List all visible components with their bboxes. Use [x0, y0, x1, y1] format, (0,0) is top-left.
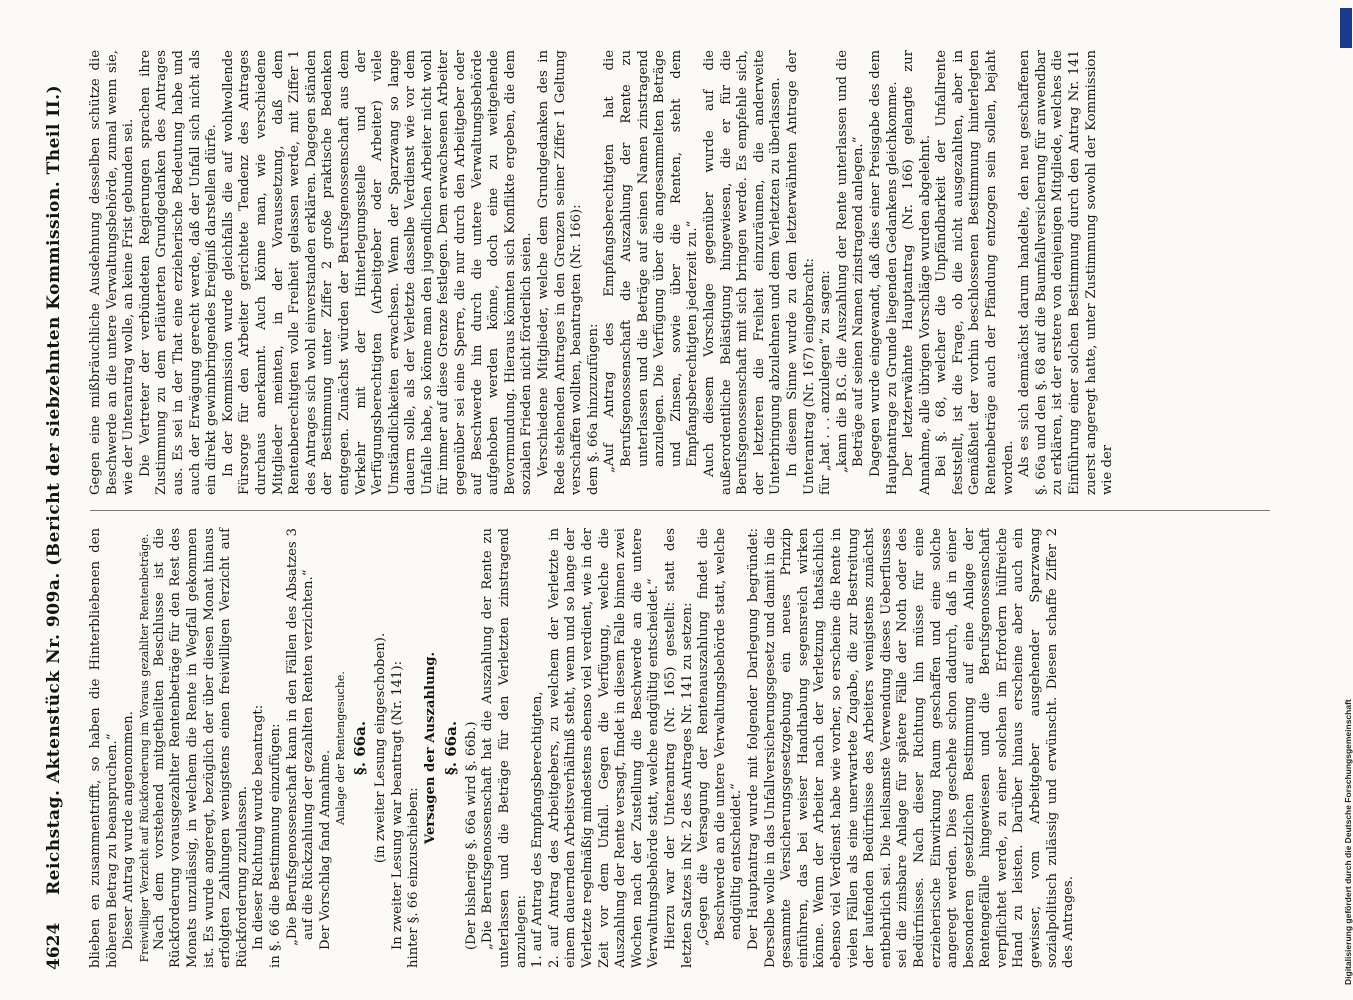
page-number: 4624	[44, 922, 64, 970]
left-column	[88, 528, 1078, 968]
quoted-provision: „kann die B.G. die Auszahlung der Rente unterlassen und die Beträge auf seinen Namen zinstragend anlegen.“	[834, 50, 867, 473]
paragraph: Der letzterwähnte Hauptantrag (Nr. 166) gelangte zur Annahme, alle übrigen Vorschläge wurden abgelehnt.	[901, 50, 933, 495]
paragraph: Gegen eine mißbräuchliche Ausdehnung desselben schütze die Beschwerde an die untere Verwaltungsbehörde, zumal wenn sie, wie der Unterantrag wolle, an keine Frist gebunden sei.	[88, 50, 137, 495]
paragraph: Dieser Antrag wurde angenommen.	[121, 711, 137, 950]
marginal-heading: Anlage der Rentengesuche.	[334, 671, 348, 825]
paragraph: in §. 66 die Bestimmung einzufügen:	[267, 723, 283, 968]
quoted-provision: „Die Berufsgenossenschaft hat die Auszahlung der Rente zu unterlassen und die Beträge für den Verletzten zinstragend anzulegen:	[480, 528, 529, 968]
paragraph: (Der bisherige §. 66a wird §. 66b.)	[463, 721, 479, 950]
paragraph: Bei §. 68, welcher die Unpfändbarkeit der Unfallrente feststellt, ist die Frage, ob die nicht ausgezahlten, aber in Gemäßheit der vorhin beschlossenen Bestimmung hinterlegten Rentenbeträge auch der Pfändung entzogen sein sollen, bejaht worden.	[934, 50, 1016, 495]
paragraph: für „hat . . . anzulegen“ zu sagen:	[818, 270, 834, 495]
paragraph: Der Vorschlag fand Annahme.	[317, 749, 333, 950]
dfg-logo	[1340, 8, 1352, 48]
paragraph: Nach dem vorstehend mitgetheilten Beschlusse ist die Rückforderung vorausgezahlter Rentenbeträge für den Rest des Monats unzulässig, in welchem die Rente in Wegfall gekommen ist. Es wurde angeregt, bezüglich der über diesen Monat hinaus erfolgten Zahlungen wenigstens einen freiwilligen Verzicht auf Rückforderung zuzulassen.	[151, 528, 250, 968]
paragraph: blieben en zusammentrifft, so haben die Hinterbliebenen den höheren Betrag zu beanspruchen.“	[88, 528, 120, 968]
paragraph: Der Hauptantrag wurde mit folgender Darlegung begründet: Derselbe wolle in das Unfallversicherungsgesetz und damit in die gesammte Versicherungsgesetzgebung ein neues Prinzip einführen, das bei weiser Handhabung segensreich wirken könne. Wenn der Arbeiter nach der Verletzung thatsächlich ebenso viel Verdienst habe wie vorher, so erscheine die Rente in vielen Fällen als eine unerwartete Zugabe, die zur Bestreitung der laufenden Bedürfnisse des Arbeiters wenigstens zunächst entbehrlich sei. Die heilsamste Verwendung dieses Ueberflusses sei die zinsbare Anlage für spätere Fälle der Noth oder des Bedürfnisses. Nach dieser Richtung hin müsse für eine erzieherische Einwirkung Raum geschaffen und eine solche angeregt werden. Dies geschehe schon dadurch, daß in einer besonderen gesetzlichen Bestimmung auf eine Anlage der Rentengefälle hingewiesen und die Berufsgenossenschaft verpflichtet werde, zu einer solchen im Erfordern hülfreiche Hand zu leisten. Darüber hinaus erscheine aber auch ein gewisser, vom Arbeitgeber ausgehender Sparzwang sozialpolitisch zulässig und erwünscht. Diesen schaffe Ziffer 2 des Antrages.	[745, 527, 1077, 968]
section-note: (in zweiter Lesung eingeschoben).	[372, 632, 388, 864]
paragraph: dem §. 66a hinzuzufügen:	[585, 323, 601, 495]
paragraph: Hierzu war der Unterantrag (Nr. 165) gestellt: statt des letzten Satzes in Nr. 2 des Antrages Nr. 141 zu setzen:	[663, 528, 695, 968]
paragraph: In zweiter Lesung war beantragt (Nr. 141):	[389, 660, 405, 950]
quoted-provision: „Die Berufsgenossenschaft kann in den Fällen des Absatzes 3 auf die Rückzahlung der gezahlten Renten verzichten.“	[284, 528, 317, 946]
page-header	[44, 25, 72, 970]
paragraph: Dagegen wurde eingewandt, daß dies einer Preisgabe des dem Hauptantrage zu Grunde liegenden Gedankens gleichkomme.	[867, 50, 900, 495]
right-column	[88, 50, 1117, 495]
paragraph: In der Kommission wurde gleichfalls die auf wohlwollende Fürsorge für den Arbeiter gerichtete Tendenz des Antrages durchaus anerkannt. Auch könne man, wie verschiedene Mitglieder meinten, in der Voraussetzung, daß dem Rentenberechtigten volle Freiheit gelassen werde, mit Ziffer 1 des Antrages sich wohl einverstanden erklären. Dagegen ständen der Bestimmung unter Ziffer 2 große praktische Bedenken entgegen. Zunächst würden der Berufsgenossenschaft aus dem Verkehr mit der Hinterlegungsstelle und der Verfügungsberechtigten (Arbeitgeber oder Arbeiter) viele Umständlichkeiten erwachsen. Wenn der Sparzwang so lange dauern solle, als der Verletzte dasselbe Verdienst wie vor dem Unfalle habe, so könne man den jugendlichen Arbeiter nicht wohl für immer auf diese Grenze festlegen. Dem erwachsenen Arbeiter gegenüber sei eine Sperre, die nur durch den Arbeitgeber oder auf Beschwerde hin durch die untere Verwaltungsbehörde aufgehoben werden könne, doch eine zu weitgehende Bevormundung. Hieraus könnten sich Konflikte ergeben, die dem sozialen Frieden nicht förderlich seien.	[220, 50, 535, 495]
marginal-heading: Freiwilliger Verzicht auf Rückforderung im Voraus gezahlter Rentenbeträge.	[137, 533, 151, 963]
section-heading: §. 66a.	[351, 720, 370, 776]
section-heading: §. 66a.	[442, 720, 461, 776]
paragraph: hinter §. 66 einzuschieben:	[406, 787, 422, 968]
paragraph: Verschiedene Mitglieder, welche dem Grundgedanken des in Rede stehenden Antrages in den Grenzen seiner Ziffer 1 Geltung verschaffen wollten, beantragten (Nr. 166):	[536, 50, 585, 495]
subheading: Versagen der Auszahlung.	[422, 651, 438, 845]
digitization-credit: Digitalisierung gefördert durch die Deutsche Forschungsgemeinschaft	[1343, 699, 1353, 985]
paragraph: Als es sich demnächst darum handelte, den neu geschaffenen §. 66a und den §. 68 auf die Baumfallversicherung für anwendbar zu erklären, ist der erstere von denjenigen Mitgliede, welches die Einführung einer solchen Bestimmung durch den Antrag Nr. 141 zuerst angeregt hatte, unter Zustimmung sowohl der Kommission wie der	[1017, 50, 1116, 495]
quoted-provision: „Auf Antrag des Empfangsberechtigten hat die Berufsgenossenschaft die Auszahlung der Rente zu unterlassen und die Beträge auf seinen Namen zinstragend anzulegen. Die Verfügung über die angesammelten Beträge und Zinsen, sowie über die Renten, steht dem Empfangsberechtigten jederzeit zu.“	[602, 50, 701, 473]
list-item: 1. auf Antrag des Empfangsberechtigten,	[530, 691, 546, 968]
paragraph: Auch diesem Vorschlage gegenüber wurde auf die außerordentliche Belästigung hingewiesen, die er für die Berufsgenossenschaft mit sich bringen werde. Es empfehle sich, der letzteren die Freiheit einzuräumen, die anderweite Unterbringung abzulehnen und dem Verletzten zu überlassen.	[701, 50, 784, 495]
paragraph: In dieser Richtung wurde beantragt:	[251, 704, 267, 950]
paragraph: In diesem Sinne wurde zu dem letzterwähnten Antrage der Unterantrag (Nr. 167) eingebracht:	[784, 50, 817, 495]
paragraph: Die Vertreter der verbündeten Regierungen sprachen ihre Zustimmung zu dem erläuterten Grundgedanken des Antrages aus. Es sei in der That eine erzieherische Bedeutung habe und auch der Erwägung gerecht werde, daß der Unfall sich nicht als ein direkt gewinnbringendes Ereigniß darstellen dürfe.	[137, 50, 220, 495]
quoted-provision: „Gegen die Versagung der Rentenauszahlung findet die Beschwerde an die untere Verwaltungsbehörde statt, welche endgültig entscheidet.“	[696, 528, 745, 946]
list-item: 2. auf Antrag des Arbeitgebers, zu welchem der Verletzte in einem dauernden Arbeitsverhältniß steht, wenn und so lange der Verletzte regelmäßig mindestens ebenso viel verdient, wie in der Zeit vor dem Unfall. Gegen die Verfügung, welche die Auszahlung der Rente versagt, findet in diesem Falle binnen zwei Wochen nach der Zustellung die Beschwerde an die untere Verwaltungsbehörde statt, welche endgültig entscheidet.“	[546, 528, 662, 968]
column-divider	[90, 510, 1270, 511]
running-title: Reichstag. Aktenstück Nr. 909a. (Bericht der siebzehnten Kommission. Theil II.)	[44, 84, 64, 895]
